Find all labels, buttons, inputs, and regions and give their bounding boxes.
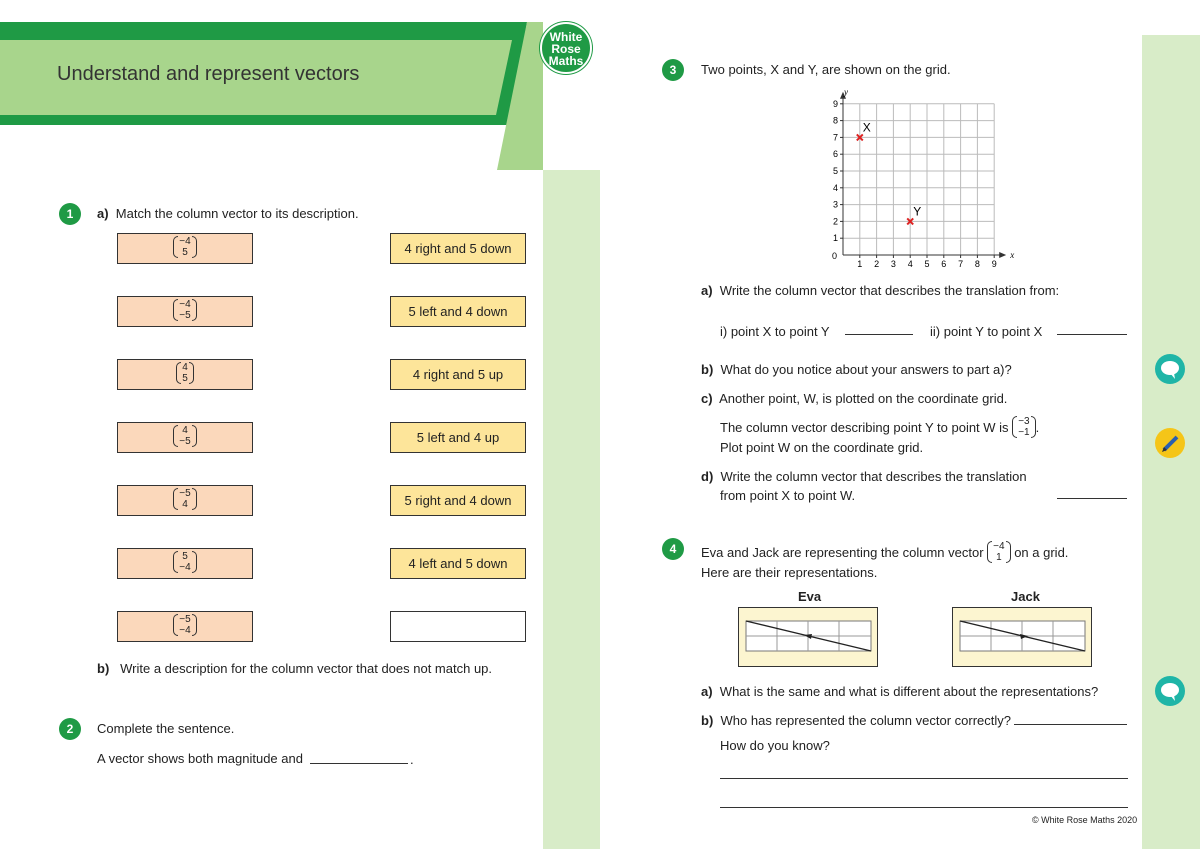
vector-card[interactable] — [117, 548, 253, 579]
origin-label: 0 — [831, 251, 837, 261]
point-label: Y — [913, 204, 922, 219]
question-number-2: 2 — [59, 718, 81, 740]
question-number-4: 4 — [662, 538, 684, 560]
q2-answer-line[interactable] — [310, 763, 408, 764]
q3c-plot-instruction: Plot point W on the coordinate grid. — [720, 440, 924, 455]
column-vector: −4 −5 — [118, 299, 252, 321]
q4b-how-prompt: How do you know? — [720, 738, 830, 753]
eva-label: Eva — [798, 589, 822, 604]
q1b-prompt: b) Write a description for the column vector that does not match up. — [97, 661, 493, 676]
x-tick-label: 8 — [974, 259, 980, 269]
y-tick-label: 5 — [832, 166, 838, 176]
q4b-answer-line[interactable] — [1014, 724, 1127, 725]
y-tick-label: 7 — [832, 132, 838, 143]
q4b-explain-line-1[interactable] — [720, 778, 1128, 779]
q3a-i: i) point X to point Y — [720, 324, 830, 339]
q3d-prompt: d) Write the column vector that describes the translation — [701, 469, 1027, 484]
q3a-i-answer-line[interactable] — [845, 334, 913, 335]
x-tick-label: 4 — [907, 259, 913, 269]
description-card[interactable] — [390, 611, 526, 642]
y-tick-label: 9 — [832, 98, 838, 109]
q3c-vector-sentence: The column vector describing point Y to point W is −3 −1 . — [720, 416, 1040, 438]
description-card[interactable]: 4 right and 5 up — [390, 359, 526, 390]
white-rose-maths-logo: White Rose Maths — [540, 22, 592, 74]
column-vector: 4 5 — [118, 362, 252, 384]
column-vector: −4 5 — [118, 236, 252, 258]
q3a-prompt: a) Write the column vector that describes the translation from: — [701, 283, 1060, 298]
q3a-ii: ii) point Y to point X — [930, 324, 1043, 339]
vector-card[interactable] — [117, 296, 253, 327]
x-tick-label: 2 — [874, 259, 880, 269]
x-tick-label: 3 — [890, 259, 896, 269]
q2-full-stop: . — [410, 752, 414, 767]
y-tick-label: 6 — [832, 149, 838, 160]
description-card[interactable]: 5 left and 4 down — [390, 296, 526, 327]
description-card[interactable]: 4 right and 5 down — [390, 233, 526, 264]
vector-card[interactable] — [117, 359, 253, 390]
q4a-prompt: a) What is the same and what is different about the representations? — [701, 684, 1099, 699]
point-label: X — [862, 120, 871, 135]
x-tick-label: 5 — [924, 259, 930, 269]
description-card[interactable]: 5 right and 4 down — [390, 485, 526, 516]
x-tick-label: 9 — [991, 259, 997, 269]
q2-sentence: A vector shows both magnitude and — [97, 751, 303, 766]
vector-card[interactable] — [117, 485, 253, 516]
description-card[interactable]: 5 left and 4 up — [390, 422, 526, 453]
q1a-prompt: a) Match the column vector to its description. — [97, 206, 359, 221]
y-tick-label: 2 — [832, 216, 838, 227]
q3-intro: Two points, X and Y, are shown on the grid. — [701, 62, 951, 77]
q4-intro-2: Here are their representations. — [701, 565, 878, 580]
q4-intro: Eva and Jack are representing the column vector −4 1 on a grid. — [701, 541, 1069, 563]
y-tick-label: 1 — [832, 233, 838, 244]
q4b-explain-line-2[interactable] — [720, 807, 1128, 808]
column-vector: 4 −5 — [118, 425, 252, 447]
column-vector: 5 −4 — [118, 551, 252, 573]
copyright: © White Rose Maths 2020 — [1032, 815, 1138, 825]
y-tick-label: 4 — [832, 182, 838, 193]
y-axis-label: y — [844, 86, 848, 97]
pencil-icon — [1155, 428, 1185, 458]
question-number-1: 1 — [59, 203, 81, 225]
q3a-ii-answer-line[interactable] — [1057, 334, 1127, 335]
coordinate-grid[interactable] — [825, 86, 1015, 270]
vector-card[interactable] — [117, 233, 253, 264]
q3d-prompt-cont: from point X to point W. — [720, 488, 856, 503]
jack-representation — [952, 607, 1092, 667]
page-title: Understand and represent vectors — [57, 63, 360, 85]
eva-representation — [738, 607, 878, 667]
x-tick-label: 1 — [857, 259, 863, 269]
question-number-3: 3 — [662, 59, 684, 81]
column-vector: −5 4 — [118, 488, 252, 510]
q4b-prompt: b) Who has represented the column vector correctly? — [701, 713, 1011, 728]
description-card[interactable]: 4 left and 5 down — [390, 548, 526, 579]
vector-card[interactable] — [117, 611, 253, 642]
q3b-prompt: b) What do you notice about your answers to part a)? — [701, 362, 1012, 377]
q2-prompt: Complete the sentence. — [97, 721, 235, 736]
vector-card[interactable] — [117, 422, 253, 453]
q3c-prompt: c) Another point, W, is plotted on the coordinate grid. — [701, 391, 1008, 406]
y-tick-label: 8 — [832, 115, 838, 126]
x-tick-label: 6 — [941, 259, 947, 269]
x-axis-label: x — [1010, 250, 1015, 260]
x-tick-label: 7 — [958, 259, 964, 269]
column-vector: −5 −4 — [118, 614, 252, 636]
q3d-answer-line[interactable] — [1057, 498, 1127, 499]
y-tick-label: 3 — [832, 199, 838, 210]
jack-label: Jack — [1011, 589, 1040, 604]
discussion-icon — [1155, 354, 1185, 384]
discussion-icon-2 — [1155, 676, 1185, 706]
